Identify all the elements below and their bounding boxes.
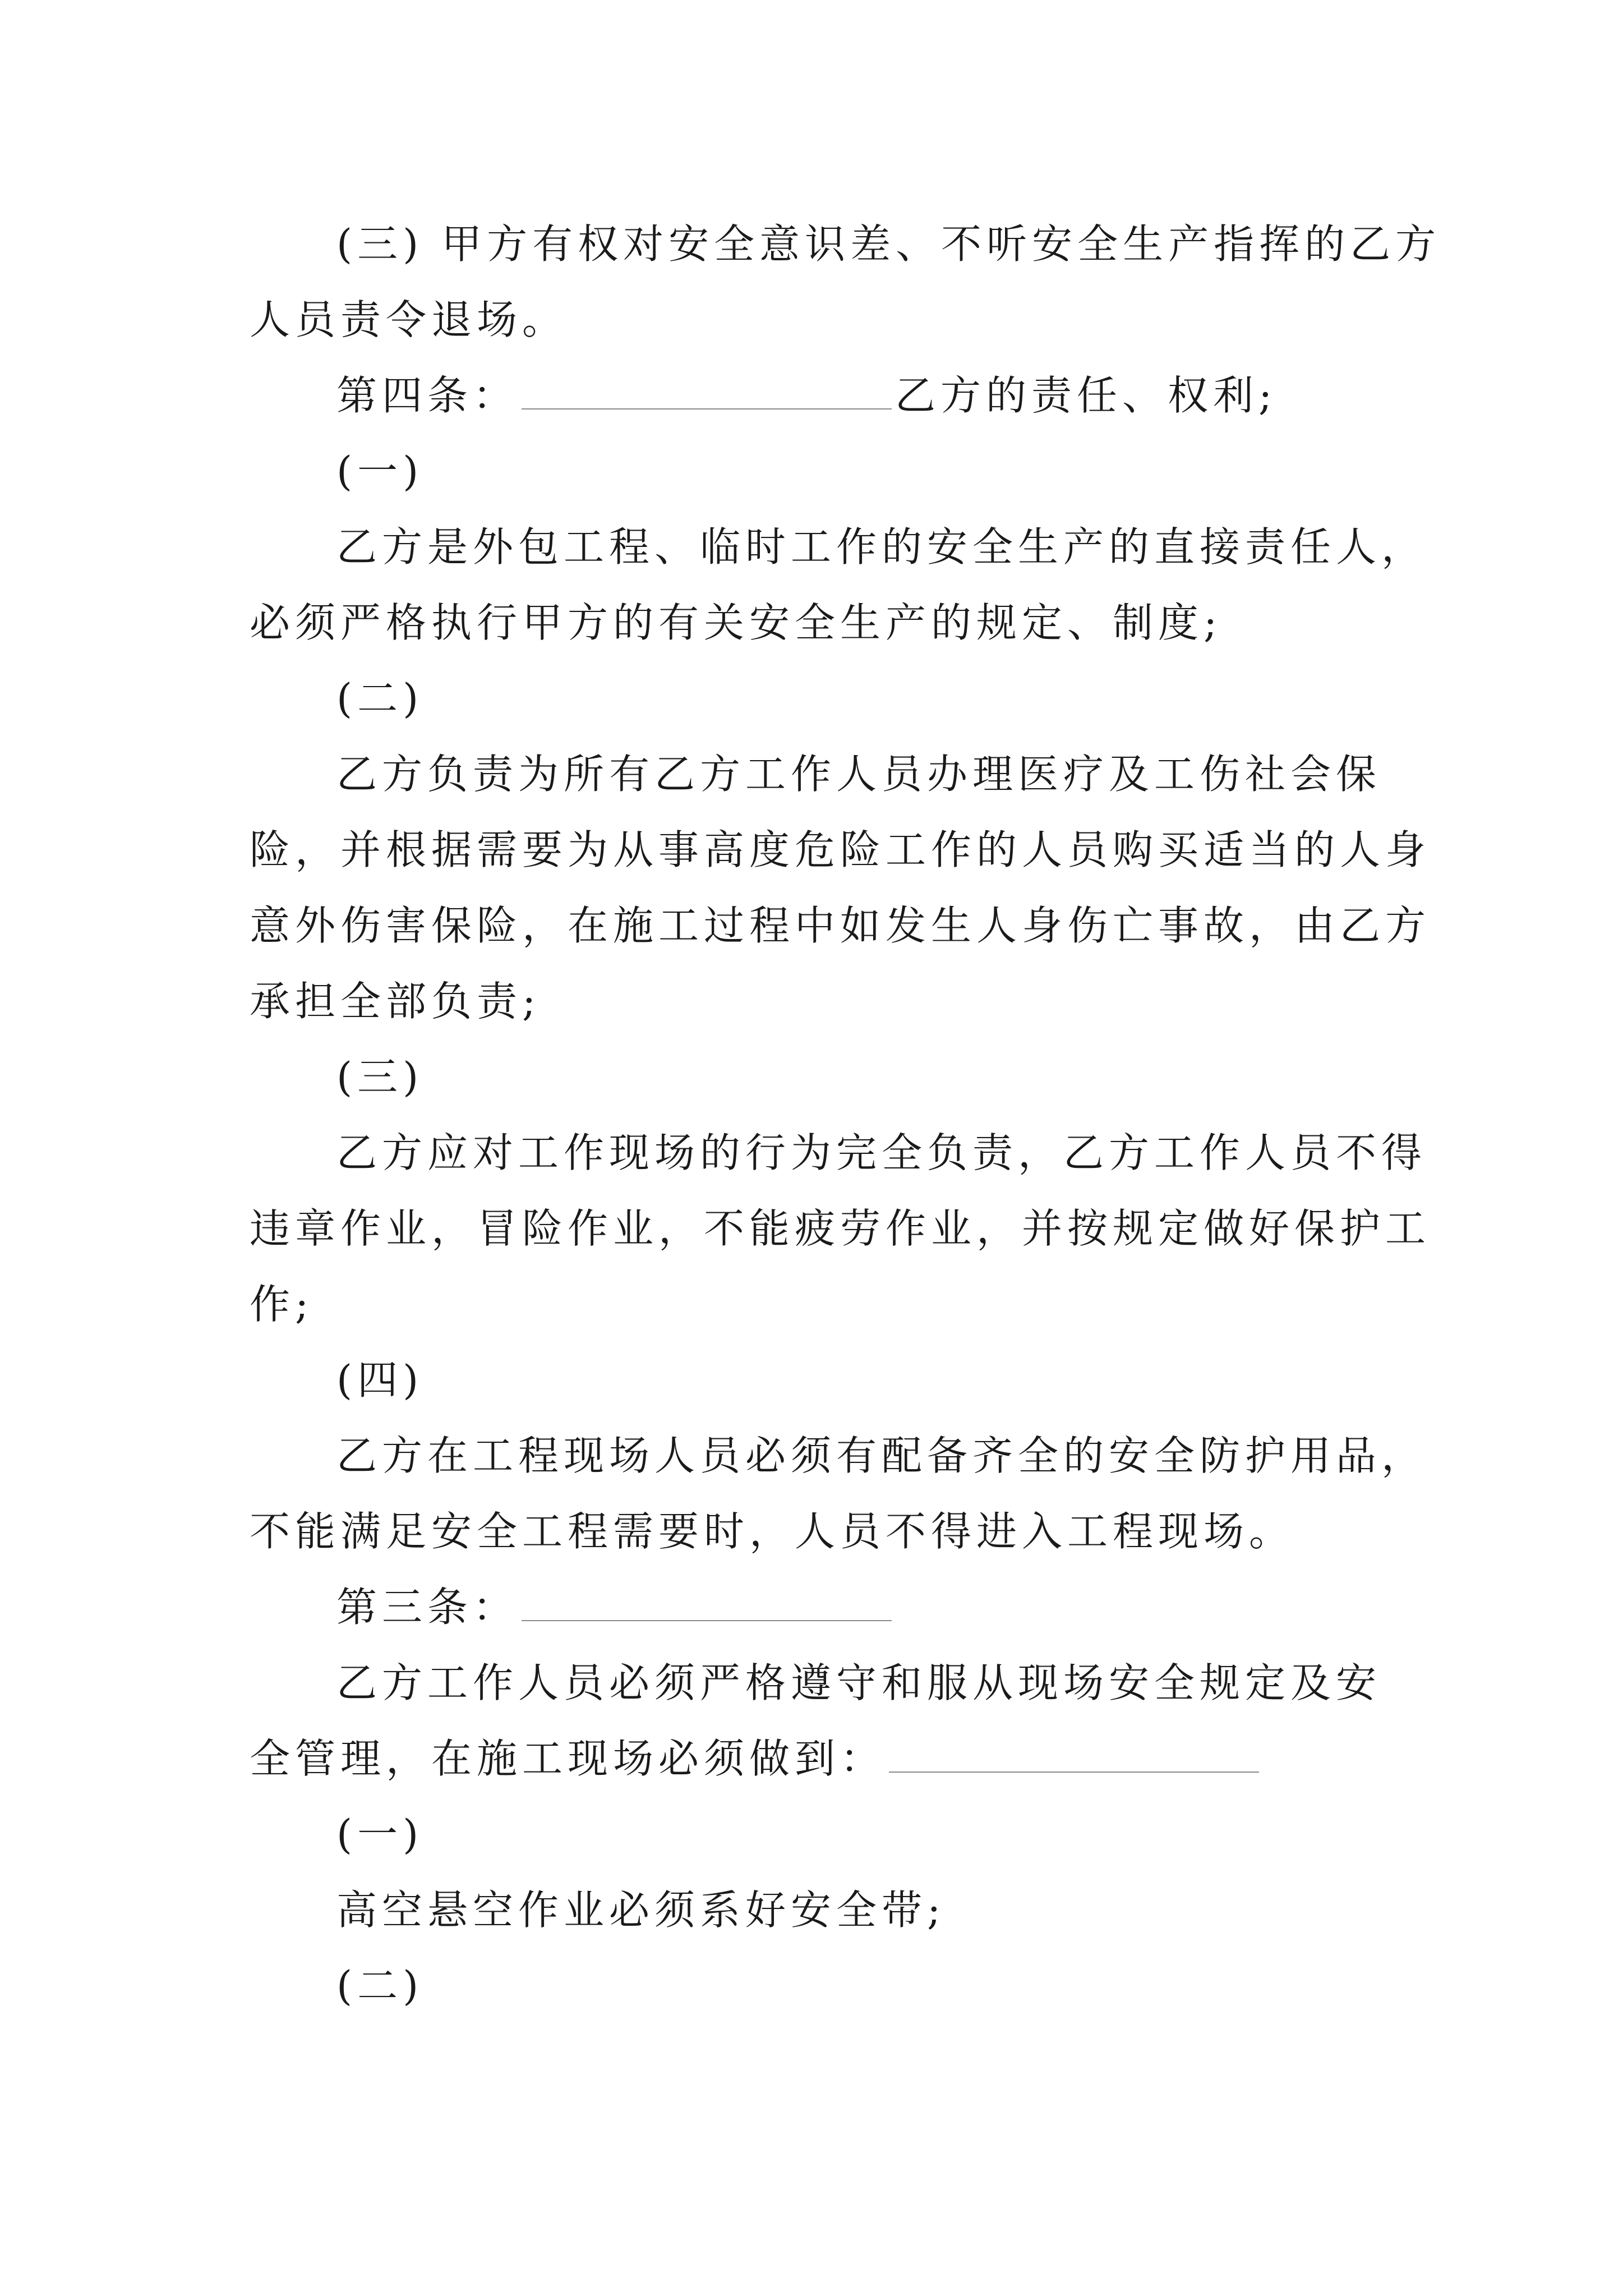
paragraph-line — [336, 216, 1441, 272]
paragraph-line — [336, 519, 1427, 575]
text: 不能满足安全工程需要时，人员不得进入工程现场。 — [250, 1508, 1295, 1555]
text: (三) — [336, 1053, 424, 1101]
text: 高空悬空作业必须系好安全带; — [336, 1887, 946, 1934]
text: 全管理，在施工现场必须做到： — [250, 1735, 886, 1782]
text: 承担全部负责; — [250, 978, 541, 1025]
fill-in-blank — [522, 374, 892, 409]
article-title: 乙方的责任、权利; — [895, 372, 1278, 419]
paragraph-line — [336, 1125, 1427, 1181]
fill-in-blank — [522, 1585, 892, 1621]
text: 险，并根据需要为从事高度危险工作的人员购买适当的人身 — [250, 826, 1431, 873]
paragraph-line — [336, 1655, 1381, 1711]
paragraph-line — [336, 1882, 946, 1938]
article-label: 第四条： — [336, 372, 519, 419]
paragraph-line — [250, 1276, 313, 1332]
text: (二) — [336, 675, 424, 722]
text: (三) 甲方有权对安全意识差、不听安全生产指挥的乙方 — [336, 220, 1441, 268]
text: (二) — [336, 1962, 424, 2009]
text: 必须严格执行甲方的有关安全生产的规定、制度; — [250, 599, 1223, 646]
clause-number — [336, 1958, 423, 2014]
clause-number — [336, 1352, 423, 1408]
text: 乙方负责为所有乙方工作人员办理医疗及工伤社会保 — [336, 751, 1382, 798]
paragraph-line — [250, 973, 541, 1029]
article-label: 第三条： — [336, 1584, 519, 1631]
clause-number — [336, 1806, 423, 1862]
paragraph-line — [250, 1200, 1431, 1257]
clause-number — [336, 670, 423, 726]
fill-in-blank — [889, 1737, 1259, 1773]
paragraph-line — [250, 292, 568, 348]
text: (一) — [336, 448, 424, 495]
paragraph-line — [250, 1503, 1294, 1559]
clause-number — [336, 443, 423, 499]
text: (四) — [336, 1356, 424, 1404]
paragraph-line — [250, 595, 1222, 651]
text: 人员责令退场。 — [250, 296, 568, 343]
paragraph-line — [336, 746, 1381, 802]
text: 违章作业，冒险作业，不能疲劳作业，并按规定做好保护工 — [250, 1205, 1431, 1252]
text: 意外伤害保险，在施工过程中如发生人身伤亡事故，由乙方 — [250, 902, 1431, 949]
paragraph-line — [250, 822, 1431, 878]
text: 乙方是外包工程、临时工作的安全生产的直接责任人， — [336, 523, 1427, 570]
text: 乙方在工程现场人员必须有配备齐全的安全防护用品， — [336, 1432, 1427, 1479]
article-heading — [336, 367, 1277, 424]
paragraph-line — [336, 1428, 1427, 1484]
text: 乙方工作人员必须严格遵守和服从现场安全规定及安 — [336, 1659, 1382, 1706]
text: (一) — [336, 1811, 424, 1858]
text: 作; — [250, 1281, 314, 1328]
article-heading — [336, 1579, 895, 1635]
text: 乙方应对工作现场的行为完全负责，乙方工作人员不得 — [336, 1129, 1427, 1176]
clause-number — [336, 1049, 423, 1105]
paragraph-line — [250, 898, 1431, 954]
paragraph-line — [250, 1731, 1262, 1787]
